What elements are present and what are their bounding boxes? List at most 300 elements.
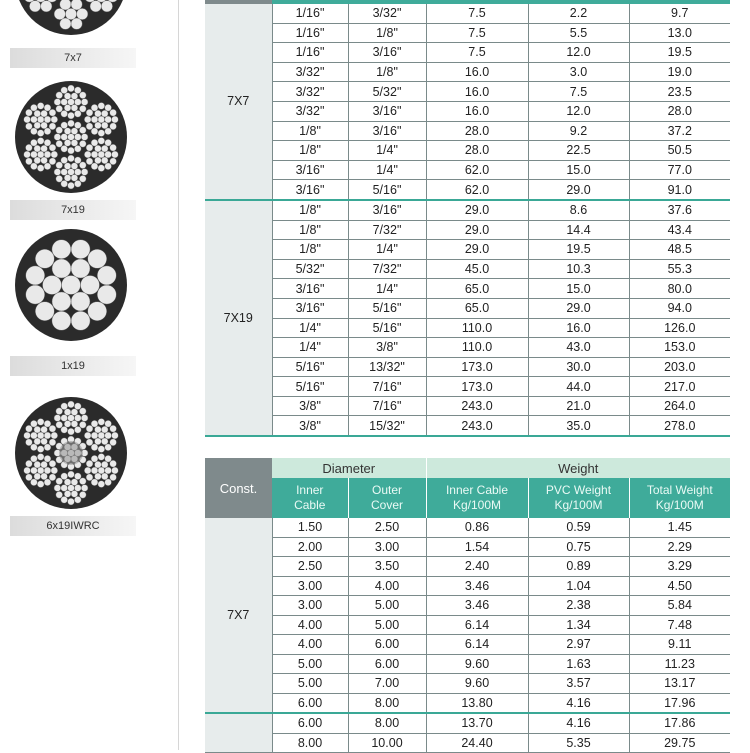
table-row bbox=[205, 298, 730, 318]
wire-strand bbox=[74, 99, 81, 106]
table-cell: 29.0 bbox=[426, 200, 528, 220]
wire-strand bbox=[81, 415, 88, 422]
table-row bbox=[205, 220, 730, 240]
wire-strand bbox=[98, 151, 105, 158]
wire-strand bbox=[110, 123, 117, 130]
table-cell: 1/8" bbox=[348, 23, 426, 43]
iwrc-core bbox=[59, 441, 83, 465]
wire-strand bbox=[43, 276, 62, 295]
wire-strand bbox=[26, 158, 33, 165]
table-cell: 8.6 bbox=[528, 200, 629, 220]
wire-strand bbox=[91, 128, 98, 135]
wire-strand bbox=[41, 473, 48, 480]
wire-strand bbox=[56, 105, 63, 112]
wire-strand bbox=[81, 485, 88, 492]
wire-strand bbox=[95, 426, 102, 433]
table-row bbox=[205, 357, 730, 377]
wire-strand bbox=[49, 158, 56, 165]
wire-strand bbox=[86, 460, 93, 467]
wire-strand bbox=[54, 8, 65, 19]
wire-strand bbox=[24, 151, 31, 158]
table-row bbox=[205, 279, 730, 299]
wire-strand bbox=[71, 139, 78, 146]
table-cell: 62.0 bbox=[426, 180, 528, 200]
wire-strand bbox=[37, 467, 44, 474]
table-cell: 3/16" bbox=[272, 160, 348, 180]
wire-strand bbox=[68, 182, 75, 189]
table-cell: 4.16 bbox=[528, 713, 629, 733]
spec-table-metric bbox=[205, 458, 730, 753]
wire-strand bbox=[98, 454, 105, 461]
table-cell: 1.45 bbox=[629, 518, 730, 537]
table-cell: 19.0 bbox=[629, 62, 730, 82]
wire-strand bbox=[68, 485, 75, 492]
wire-strand bbox=[56, 421, 63, 428]
table-cell: 7.5 bbox=[426, 4, 528, 23]
construction-sidebar bbox=[0, 0, 150, 750]
table-row bbox=[205, 713, 730, 733]
wire-strand bbox=[61, 403, 68, 410]
table-cell: 278.0 bbox=[629, 416, 730, 436]
rope-caption-1x19: 1x19 bbox=[10, 356, 136, 376]
table-cell: 29.0 bbox=[426, 220, 528, 240]
header-inner-cable-weight: Inner Cable Kg/100M bbox=[426, 478, 528, 518]
wire-strand bbox=[68, 147, 75, 154]
table-row bbox=[205, 557, 730, 577]
wire-strand bbox=[105, 104, 112, 111]
wire-strand bbox=[112, 151, 119, 158]
wire-strand bbox=[64, 139, 71, 146]
const-cell: 7X7 bbox=[205, 518, 272, 713]
wire-strand bbox=[26, 266, 45, 285]
wire-strand bbox=[68, 498, 75, 505]
table-cell: 12.0 bbox=[528, 43, 629, 63]
table-cell: 77.0 bbox=[629, 160, 730, 180]
wire-strand bbox=[105, 444, 112, 451]
table-row bbox=[205, 518, 730, 537]
wire-strand bbox=[86, 439, 93, 446]
wire-strand bbox=[105, 163, 112, 170]
table-cell: 5.00 bbox=[272, 654, 348, 674]
table-cell: 29.0 bbox=[528, 298, 629, 318]
table-cell: 1/16" bbox=[272, 4, 348, 23]
table-cell: 5/16" bbox=[272, 377, 348, 397]
table-cell: 80.0 bbox=[629, 279, 730, 299]
table-cell: 1.50 bbox=[272, 518, 348, 537]
const-cell bbox=[205, 713, 272, 753]
wire-strand bbox=[68, 134, 75, 141]
rope-caption-6x19iwrc: 6x19IWRC bbox=[10, 516, 136, 536]
wire-strand bbox=[81, 276, 100, 295]
wire-strand bbox=[37, 454, 44, 461]
table-cell: 12.0 bbox=[528, 101, 629, 121]
wire-strand bbox=[44, 479, 51, 486]
table-cell: 9.7 bbox=[629, 4, 730, 23]
wire-strand bbox=[64, 490, 71, 497]
table-cell: 2.40 bbox=[426, 557, 528, 577]
wire-strand bbox=[101, 122, 108, 129]
wire-strand bbox=[79, 140, 86, 147]
wire-strand bbox=[71, 479, 78, 486]
wire-strand bbox=[105, 116, 112, 123]
wire-strand bbox=[24, 467, 31, 474]
wire-strand bbox=[49, 144, 56, 151]
table-cell: 3.50 bbox=[348, 557, 426, 577]
table-cell: 3.57 bbox=[528, 674, 629, 694]
wire-strand bbox=[49, 439, 56, 446]
table-cell: 5/16" bbox=[272, 357, 348, 377]
table-cell: 13.70 bbox=[426, 713, 528, 733]
wire-strand bbox=[56, 478, 63, 485]
table-cell: 29.75 bbox=[629, 733, 730, 753]
wire-strand bbox=[101, 461, 108, 468]
wire-strand bbox=[91, 455, 98, 462]
table-cell: 1/4" bbox=[272, 318, 348, 338]
wire-strand bbox=[61, 122, 68, 129]
table-cell: 173.0 bbox=[426, 357, 528, 377]
wire-strand bbox=[35, 249, 54, 268]
table-cell: 7.5 bbox=[426, 43, 528, 63]
wire-strand bbox=[68, 169, 75, 176]
table-cell: 5/16" bbox=[348, 180, 426, 200]
wire-strand bbox=[90, 1, 101, 12]
wire-strand bbox=[49, 460, 56, 467]
wire-strand bbox=[61, 485, 68, 492]
wire-strand bbox=[54, 485, 61, 492]
wire-strand bbox=[68, 471, 75, 478]
wire-strand bbox=[79, 421, 86, 428]
table-cell: 2.2 bbox=[528, 4, 629, 23]
table-cell: 15.0 bbox=[528, 160, 629, 180]
wire-strand bbox=[71, 490, 78, 497]
table-cell: 48.5 bbox=[629, 240, 730, 260]
wire-strand bbox=[44, 420, 51, 427]
table-cell: 3/8" bbox=[272, 396, 348, 416]
wire-strand bbox=[26, 285, 45, 304]
wire-strand bbox=[37, 481, 44, 488]
wire-strand bbox=[30, 139, 37, 146]
table-cell: 3.29 bbox=[629, 557, 730, 577]
table-cell: 5.35 bbox=[528, 733, 629, 753]
table-cell: 1.63 bbox=[528, 654, 629, 674]
table-cell: 3/32" bbox=[348, 4, 426, 23]
wire-strand bbox=[54, 99, 61, 106]
table-cell: 1/16" bbox=[272, 43, 348, 63]
wire-strand bbox=[30, 444, 37, 451]
wire-strand bbox=[68, 401, 75, 408]
table-cell: 1/4" bbox=[348, 141, 426, 161]
table-cell: 4.00 bbox=[272, 615, 348, 635]
table-cell: 8.00 bbox=[348, 693, 426, 713]
wire-strand bbox=[26, 109, 33, 116]
wire-strand bbox=[44, 139, 51, 146]
table-cell: 21.0 bbox=[528, 396, 629, 416]
wire-strand bbox=[74, 145, 81, 152]
table-cell: 7/32" bbox=[348, 220, 426, 240]
wire-strand bbox=[81, 169, 88, 176]
wire-strand bbox=[54, 134, 61, 141]
wire-strand bbox=[30, 420, 37, 427]
wire-strand bbox=[52, 240, 71, 259]
wire-strand bbox=[41, 1, 52, 12]
wire-strand bbox=[68, 112, 75, 119]
table-cell: 19.5 bbox=[629, 43, 730, 63]
wire-strand bbox=[37, 446, 44, 453]
table-cell: 3/16" bbox=[348, 43, 426, 63]
wire-strand bbox=[37, 130, 44, 137]
wire-strand bbox=[26, 439, 33, 446]
wire-strand bbox=[79, 105, 86, 112]
table-row bbox=[205, 141, 730, 161]
wire-strand bbox=[91, 116, 98, 123]
table-cell: 5.84 bbox=[629, 596, 730, 616]
wire-strand bbox=[26, 425, 33, 432]
wire-strand bbox=[91, 420, 98, 427]
table-cell: 6.14 bbox=[426, 615, 528, 635]
wire-strand bbox=[68, 120, 75, 127]
wire-strand bbox=[64, 163, 71, 170]
wire-strand bbox=[84, 116, 91, 123]
wire-strand bbox=[49, 425, 56, 432]
table-cell: 2.38 bbox=[528, 596, 629, 616]
vertical-divider bbox=[178, 0, 179, 750]
table-row bbox=[205, 596, 730, 616]
wire-strand bbox=[71, 128, 78, 135]
table-row bbox=[205, 615, 730, 635]
table-row bbox=[205, 537, 730, 557]
table-row bbox=[205, 654, 730, 674]
wire-strand bbox=[98, 481, 105, 488]
table-row bbox=[205, 82, 730, 102]
wire-strand bbox=[79, 491, 86, 498]
wire-strand bbox=[64, 104, 71, 111]
wire-strand bbox=[98, 103, 105, 110]
wire-strand bbox=[105, 467, 112, 474]
wire-strand bbox=[37, 151, 44, 158]
table-cell: 6.00 bbox=[272, 693, 348, 713]
wire-strand bbox=[37, 165, 44, 172]
wire-strand bbox=[71, 18, 82, 29]
table-cell: 3/16" bbox=[348, 121, 426, 141]
wire-strand bbox=[64, 409, 71, 416]
table-cell: 28.0 bbox=[426, 141, 528, 161]
wire-strand bbox=[71, 311, 90, 330]
table-cell: 5.5 bbox=[528, 23, 629, 43]
wire-strand bbox=[60, 0, 71, 10]
wire-strand bbox=[74, 180, 81, 187]
table-cell: 3/16" bbox=[272, 180, 348, 200]
header-pvc-weight: PVC Weight Kg/100M bbox=[528, 478, 629, 518]
wire-strand bbox=[86, 144, 93, 151]
wire-strand bbox=[95, 145, 102, 152]
table-cell: 7/16" bbox=[348, 396, 426, 416]
table-cell: 3.46 bbox=[426, 596, 528, 616]
table-cell: 22.5 bbox=[528, 141, 629, 161]
table-cell: 203.0 bbox=[629, 357, 730, 377]
table-cell: 11.23 bbox=[629, 654, 730, 674]
table-cell: 17.86 bbox=[629, 713, 730, 733]
table-cell: 3/16" bbox=[348, 101, 426, 121]
table-row bbox=[205, 23, 730, 43]
table-cell: 110.0 bbox=[426, 338, 528, 358]
table-cell: 91.0 bbox=[629, 180, 730, 200]
wire-strand bbox=[61, 473, 68, 480]
wire-strand bbox=[52, 259, 71, 278]
table-cell: 3.46 bbox=[426, 576, 528, 596]
wire-strand bbox=[105, 139, 112, 146]
table-row bbox=[205, 180, 730, 200]
wire-strand bbox=[95, 438, 102, 445]
wire-strand bbox=[71, 292, 90, 311]
wire-strand bbox=[79, 92, 86, 99]
wire-strand bbox=[91, 467, 98, 474]
wire-strand bbox=[64, 479, 71, 486]
wire-strand bbox=[68, 85, 75, 92]
table-cell: 28.0 bbox=[629, 101, 730, 121]
wire-strand bbox=[112, 116, 119, 123]
wire-strand bbox=[91, 479, 98, 486]
wire-strand bbox=[41, 110, 48, 117]
table-cell: 153.0 bbox=[629, 338, 730, 358]
wire-strand bbox=[91, 432, 98, 439]
wire-strand bbox=[101, 438, 108, 445]
wire-strand bbox=[71, 163, 78, 170]
table-cell: 15.0 bbox=[528, 279, 629, 299]
header-inner-cable: Inner Cable bbox=[272, 478, 348, 518]
table-cell: 2.50 bbox=[272, 557, 348, 577]
wire-strand bbox=[84, 151, 91, 158]
wire-strand bbox=[54, 415, 61, 422]
table-row bbox=[205, 416, 730, 436]
wire-strand bbox=[41, 438, 48, 445]
wire-strand bbox=[61, 134, 68, 141]
table-cell: 28.0 bbox=[426, 121, 528, 141]
table-row bbox=[205, 160, 730, 180]
wire-strand bbox=[61, 99, 68, 106]
wire-strand bbox=[74, 403, 81, 410]
wire-strand bbox=[24, 116, 31, 123]
wire-strand bbox=[49, 474, 56, 481]
table-cell: 9.2 bbox=[528, 121, 629, 141]
table-cell: 0.59 bbox=[528, 518, 629, 537]
wire-strand bbox=[52, 311, 71, 330]
table-cell: 217.0 bbox=[629, 377, 730, 397]
wire-strand bbox=[101, 145, 108, 152]
wire-strand bbox=[37, 138, 44, 145]
wire-strand bbox=[110, 158, 117, 165]
wire-strand bbox=[44, 128, 51, 135]
wire-strand bbox=[41, 461, 48, 468]
wire-strand bbox=[110, 109, 117, 116]
wire-strand bbox=[41, 426, 48, 433]
wire-strand bbox=[44, 432, 51, 439]
wire-strand bbox=[84, 432, 91, 439]
table-cell: 5/32" bbox=[348, 82, 426, 102]
table-cell: 94.0 bbox=[629, 298, 730, 318]
table-cell: 1/8" bbox=[272, 220, 348, 240]
wire-strand bbox=[30, 467, 37, 474]
table-cell: 37.6 bbox=[629, 200, 730, 220]
table-cell: 50.5 bbox=[629, 141, 730, 161]
wire-strand bbox=[61, 110, 68, 117]
table-row bbox=[205, 693, 730, 713]
table-cell: 3/32" bbox=[272, 62, 348, 82]
wire-strand bbox=[74, 87, 81, 94]
wire-strand bbox=[105, 128, 112, 135]
wire-strand bbox=[24, 432, 31, 439]
wire-strand bbox=[61, 496, 68, 503]
wire-strand bbox=[98, 116, 105, 123]
wire-strand bbox=[110, 144, 117, 151]
table-cell: 43.0 bbox=[528, 338, 629, 358]
wire-strand bbox=[49, 109, 56, 116]
table-cell: 3.00 bbox=[348, 537, 426, 557]
rope-caption-7x7: 7x7 bbox=[10, 48, 136, 68]
wire-strand bbox=[74, 134, 81, 141]
wire-strand bbox=[71, 240, 90, 259]
const-cell: 7X19 bbox=[205, 200, 272, 436]
table-row bbox=[205, 200, 730, 220]
table-cell: 7.5 bbox=[528, 82, 629, 102]
wire-strand bbox=[98, 467, 105, 474]
table-cell: 243.0 bbox=[426, 416, 528, 436]
table-cell: 173.0 bbox=[426, 377, 528, 397]
table-cell: 5/16" bbox=[348, 318, 426, 338]
table-cell: 8.00 bbox=[272, 733, 348, 753]
wire-strand bbox=[105, 479, 112, 486]
table-cell: 10.3 bbox=[528, 259, 629, 279]
wire-strand bbox=[51, 116, 58, 123]
rope-7x7-image bbox=[14, 0, 128, 36]
wire-strand bbox=[79, 162, 86, 169]
wire-strand bbox=[56, 127, 63, 134]
table-cell: 1/8" bbox=[348, 62, 426, 82]
wire-strand bbox=[61, 169, 68, 176]
table-row bbox=[205, 576, 730, 596]
wire-strand bbox=[110, 474, 117, 481]
table-cell: 126.0 bbox=[629, 318, 730, 338]
table-cell: 3/32" bbox=[272, 101, 348, 121]
wire-strand bbox=[74, 473, 81, 480]
wire-strand bbox=[44, 455, 51, 462]
wire-strand bbox=[51, 151, 58, 158]
table-cell: 0.89 bbox=[528, 557, 629, 577]
table-cell: 4.50 bbox=[629, 576, 730, 596]
wire-strand bbox=[105, 420, 112, 427]
wire-strand bbox=[29, 1, 40, 12]
table-cell: 0.75 bbox=[528, 537, 629, 557]
table-cell: 13.80 bbox=[426, 693, 528, 713]
table-cell: 29.0 bbox=[528, 180, 629, 200]
wire-strand bbox=[44, 467, 51, 474]
table-cell: 4.16 bbox=[528, 693, 629, 713]
table-cell: 35.0 bbox=[528, 416, 629, 436]
wire-strand bbox=[68, 155, 75, 162]
wire-strand bbox=[37, 419, 44, 426]
wire-strand bbox=[64, 420, 71, 427]
table-cell: 8.00 bbox=[348, 713, 426, 733]
wire-strand bbox=[68, 415, 75, 422]
const-cell: 7X7 bbox=[205, 4, 272, 200]
table-cell: 243.0 bbox=[426, 396, 528, 416]
wire-strand bbox=[91, 104, 98, 111]
wire-strand bbox=[110, 460, 117, 467]
wire-strand bbox=[30, 455, 37, 462]
wire-strand bbox=[95, 122, 102, 129]
wire-strand bbox=[88, 302, 107, 321]
table-cell: 1/8" bbox=[272, 240, 348, 260]
wire-strand bbox=[52, 292, 71, 311]
